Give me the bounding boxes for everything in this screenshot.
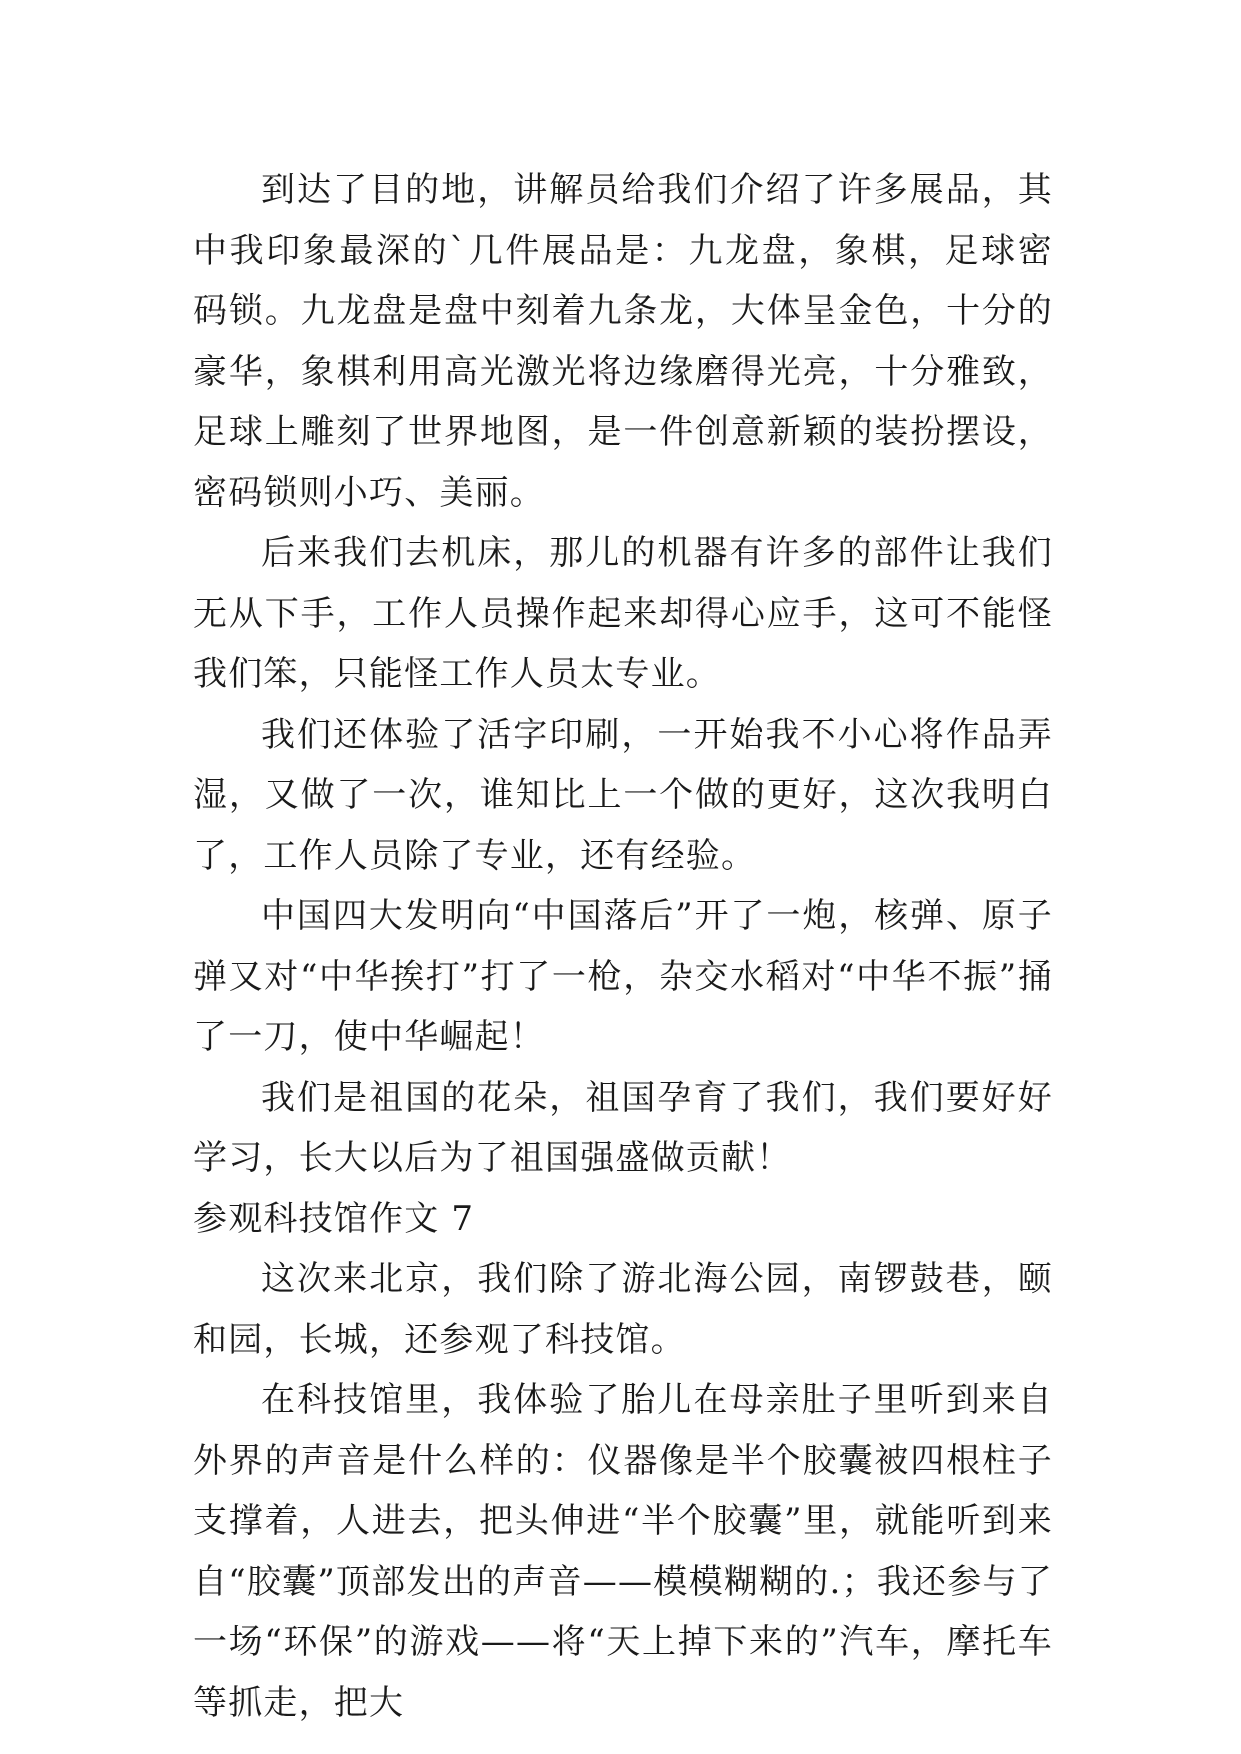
paragraph-beijing-trip: 这次来北京，我们除了游北海公园，南锣鼓巷，颐和园，长城，还参观了科技馆。 — [193, 1259, 1053, 1360]
paragraph-inventions: 中国四大发明向“中国落后”开了一炮，核弹、原子弹又对“中华挨打”打了一枪，杂交水稻对“中华不振”捅了一刀，使中华崛起！ — [193, 896, 1053, 1057]
essay-heading: 参观科技馆作文 7 — [193, 1198, 475, 1239]
paragraph-exhibits: 到达了目的地，讲解员给我们介绍了许多展品，其中我印象最深的`几件展品是：九龙盘，象棋，足球密码锁。九龙盘是盘中刻着九条龙，大体呈金色，十分的豪华，象棋利用高光激光将边缘磨得光亮，十分雅致，足球上雕刻了世界地图，是一件创意新颖的装扮摆设，密码锁则小巧、美丽。 — [193, 170, 1053, 513]
paragraph-machine-tools: 后来我们去机床，那儿的机器有许多的部件让我们无从下手，工作人员操作起来却得心应手，这可不能怪我们笨，只能怪工作人员太专业。 — [193, 533, 1053, 694]
document-body — [193, 160, 1053, 1733]
paragraph-movable-type: 我们还体验了活字印刷，一开始我不小心将作品弄湿，又做了一次，谁知比上一个做的更好，这次我明白了，工作人员除了专业，还有经验。 — [193, 714, 1053, 876]
paragraph-motherland: 我们是祖国的花朵，祖国孕育了我们，我们要好好学习，长大以后为了祖国强盛做贡献！ — [193, 1077, 1053, 1178]
paragraph-science-museum: 在科技馆里，我体验了胎儿在母亲肚子里听到来自外界的声音是什么样的：仪器像是半个胶囊被四根柱子支撑着，人进去，把头伸进“半个胶囊”里，就能听到来自“胶囊”顶部发出的声音——模模糊糊的.；我还参与了一场“环保”的游戏——将“天上掉下来的”汽车，摩托车等抓走，把大 — [193, 1380, 1053, 1723]
